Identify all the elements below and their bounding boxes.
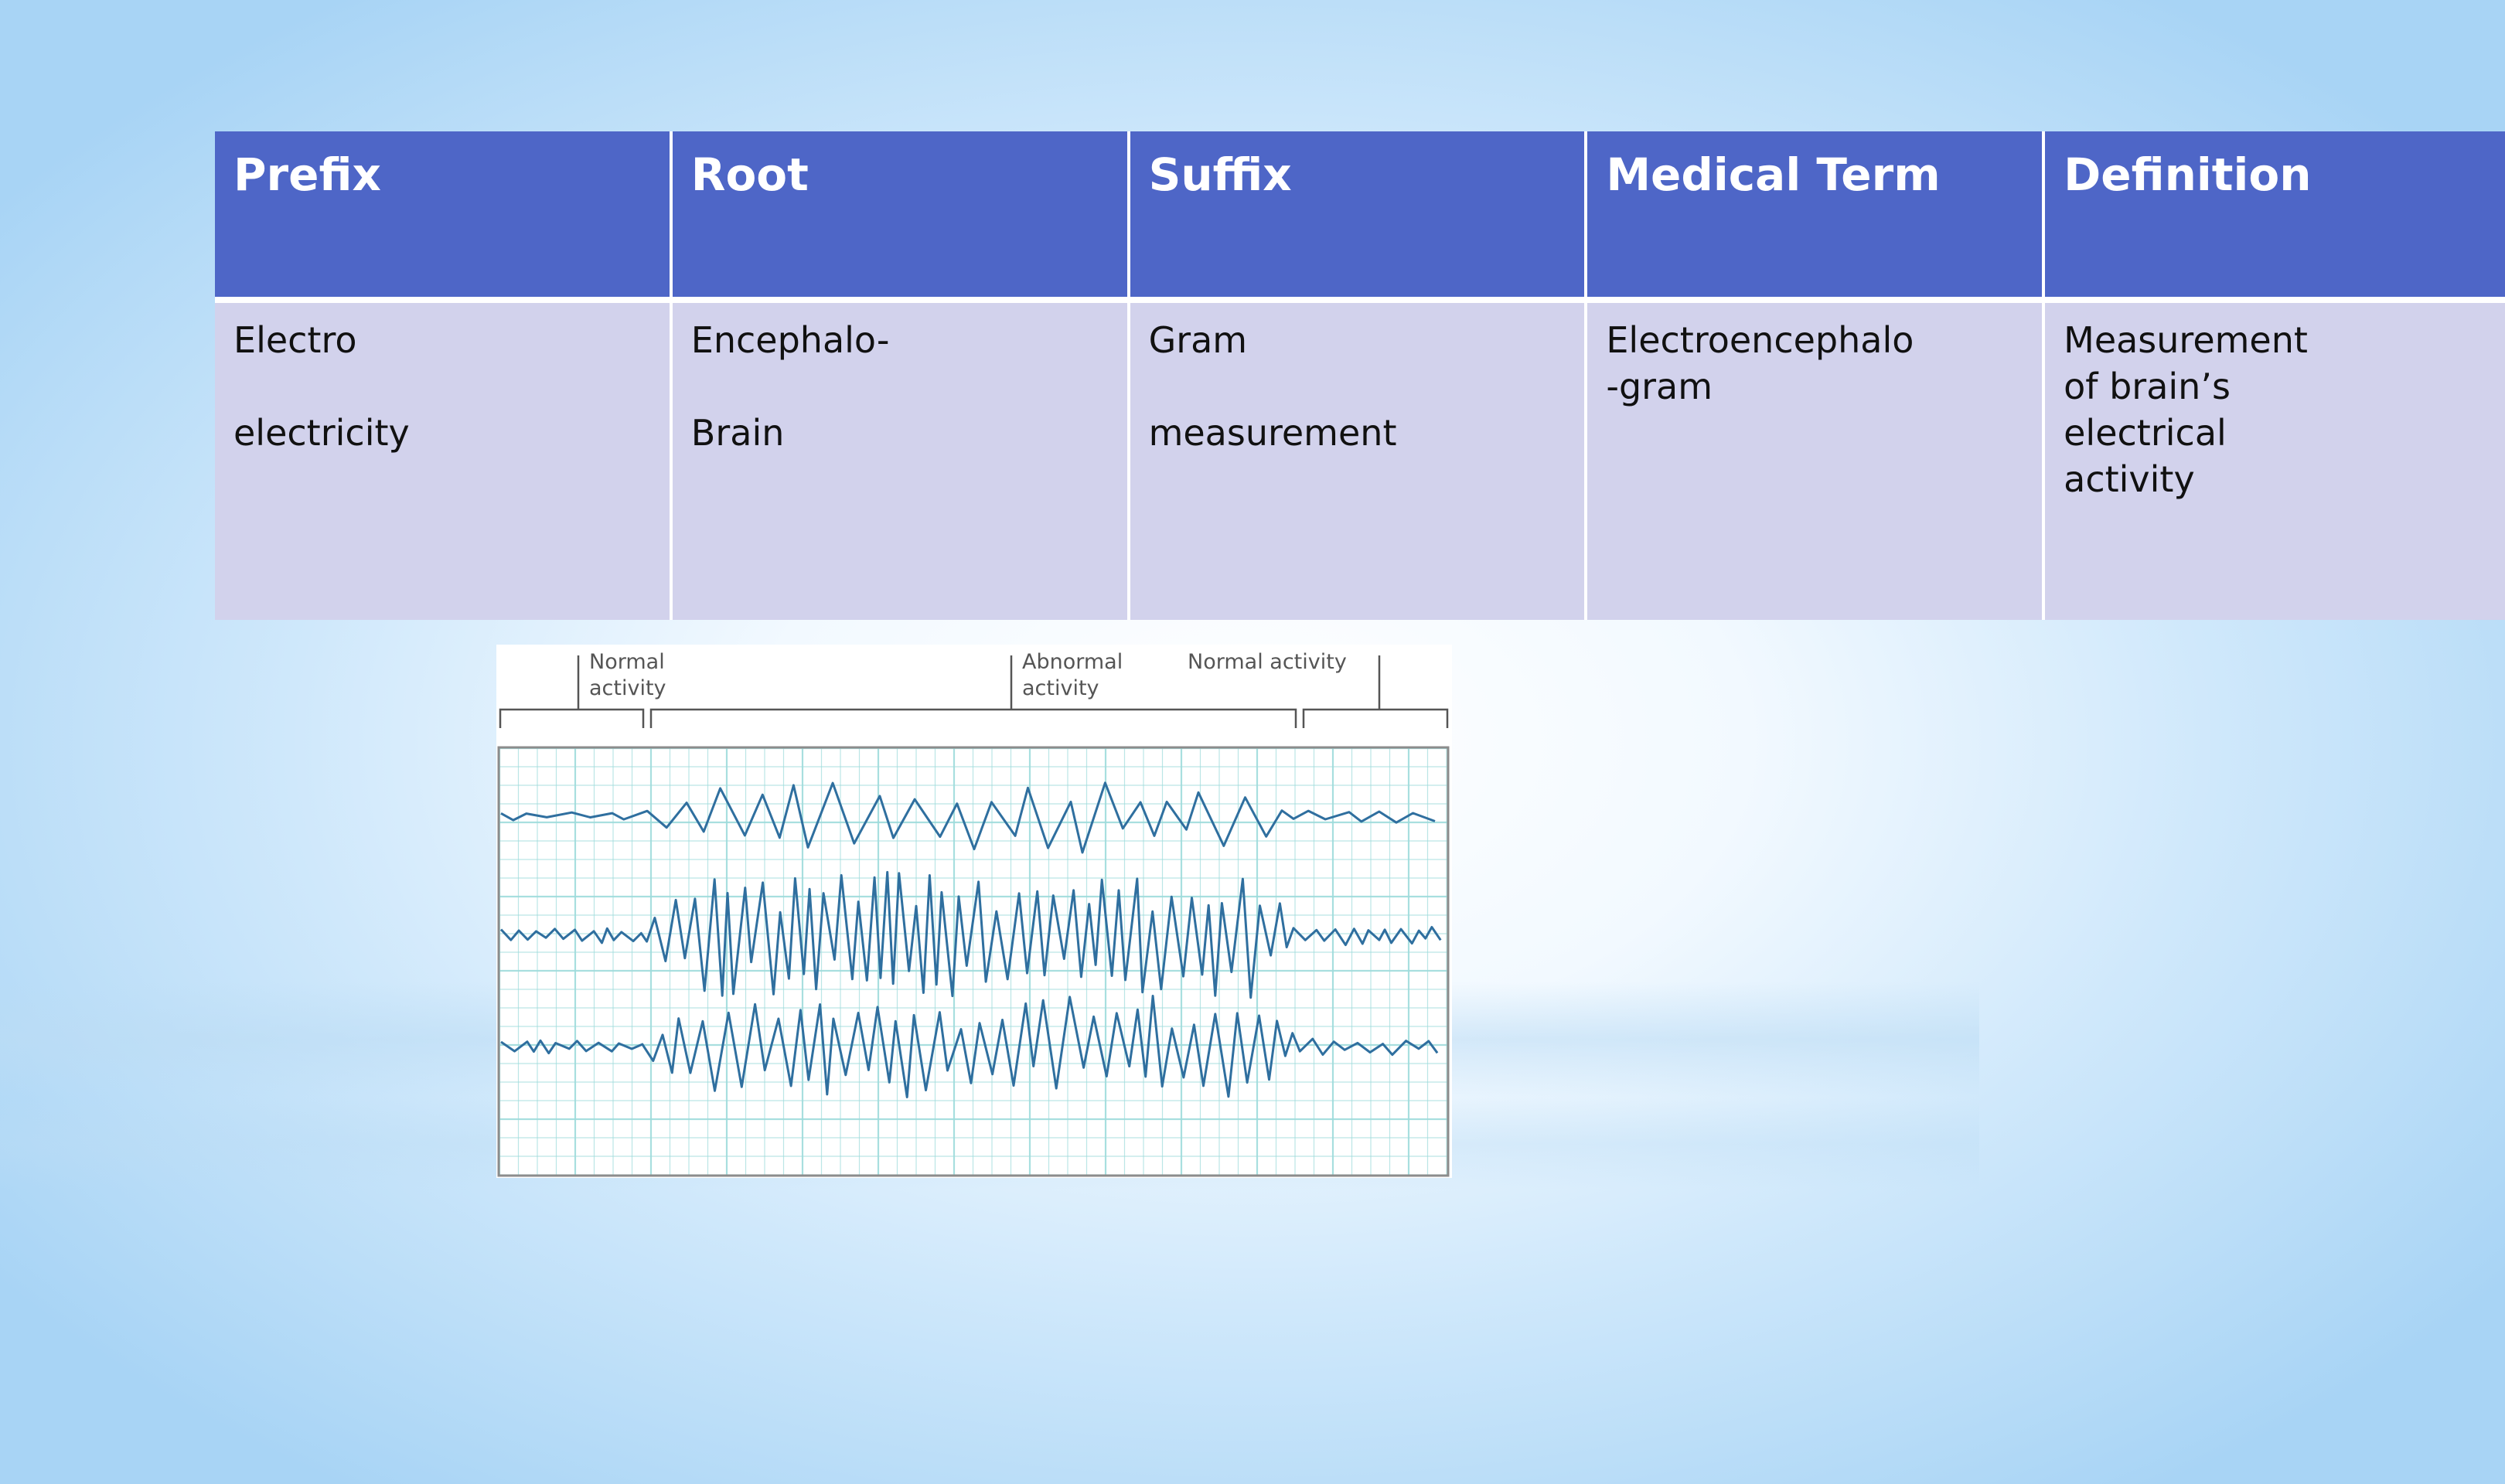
suffix-term: Gram	[1148, 319, 1248, 361]
header-root: Root	[673, 131, 1130, 303]
header-medical-term: Medical Term	[1587, 131, 2045, 303]
eeg-trace-2	[501, 872, 1440, 997]
bracket-abnormal	[651, 710, 1296, 728]
header-suffix: Suffix	[1130, 131, 1588, 303]
label-normal-activity-right: Normal activity	[1188, 650, 1347, 674]
bracket-normal-left	[500, 710, 643, 728]
medical-term-line: Electroencephalo	[1606, 319, 1914, 361]
cell-root	[673, 303, 1130, 620]
cell-medical-term	[1587, 303, 2045, 620]
cell-suffix	[1130, 303, 1588, 620]
definition-line: of brain’s	[2064, 366, 2231, 407]
definition-line: activity	[2064, 458, 2195, 500]
prefix-meaning: electricity	[233, 412, 410, 454]
header-definition: Definition	[2045, 131, 2505, 303]
word-parts-table	[215, 131, 2505, 620]
eeg-illustration	[496, 645, 1452, 1178]
table-header-row	[215, 131, 2505, 303]
bracket-normal-right	[1304, 710, 1447, 728]
label-normal-activity-left: Normal activity	[589, 650, 666, 700]
root-term: Encephalo-	[690, 319, 890, 361]
medical-term-line: -gram	[1606, 366, 1713, 407]
header-prefix: Prefix	[215, 131, 673, 303]
suffix-meaning: measurement	[1148, 412, 1397, 454]
label-abnormal-activity: Abnormal activity	[1022, 650, 1123, 700]
cell-prefix	[215, 303, 673, 620]
prefix-term: Electro	[233, 319, 357, 361]
root-meaning: Brain	[690, 412, 785, 454]
cell-definition	[2045, 303, 2505, 620]
definition-line: electrical	[2064, 412, 2227, 454]
definition-line: Measurement	[2064, 319, 2308, 361]
table-row	[215, 303, 2505, 620]
eeg-graphic	[496, 645, 1452, 1178]
